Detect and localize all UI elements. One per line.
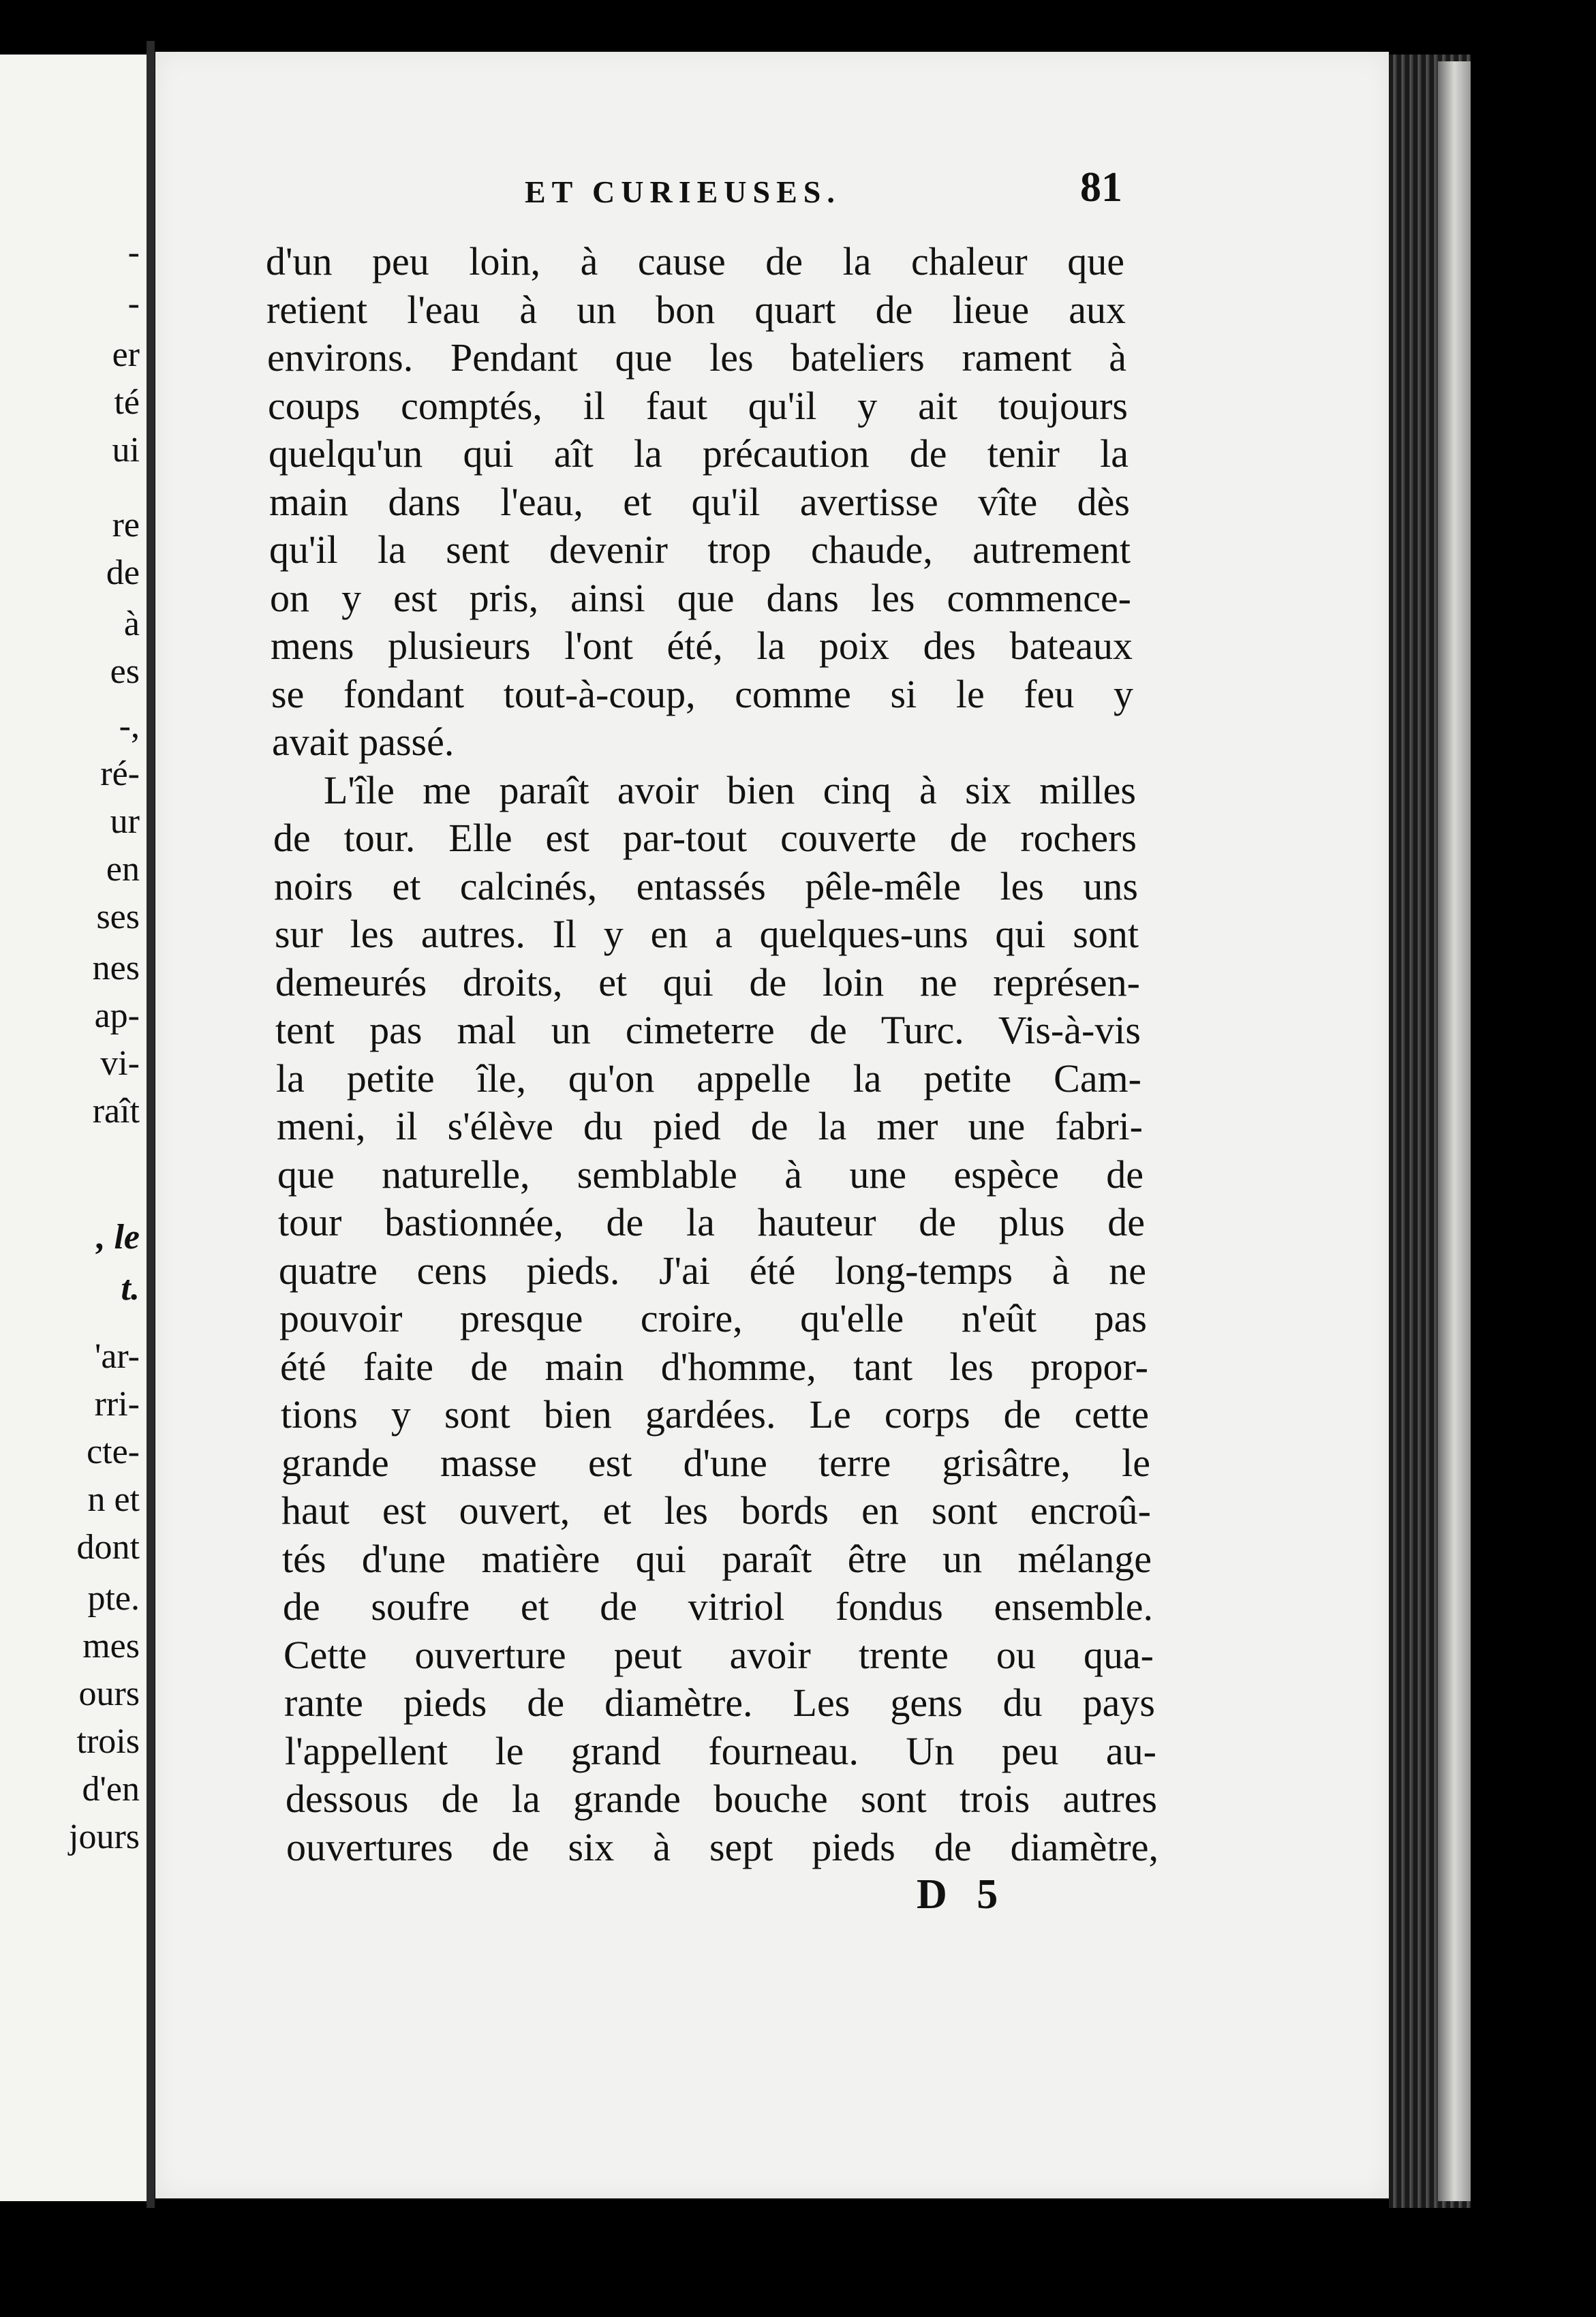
facing-page-fragment: -: [127, 233, 140, 272]
text-line: mens plusieurs l'ont été, la poix des bateaux: [271, 624, 1133, 668]
text-line: l'appellent le grand fourneau. Un peu au-: [285, 1729, 1156, 1773]
text-line: tent pas mal un cimeterre de Turc. Vis-à-vis: [275, 1008, 1141, 1052]
text-line: quelqu'un qui aît la précaution de tenir la: [268, 431, 1129, 476]
facing-page-fragment: rri-: [94, 1385, 140, 1424]
facing-page-fragment: cte-: [87, 1432, 140, 1471]
text-line: que naturelle, semblable à une espèce de: [277, 1152, 1144, 1197]
text-line: pouvoir presque croire, qu'elle n'eût pas: [279, 1296, 1147, 1340]
text-line: tour bastionnée, de la hauteur de plus de: [278, 1200, 1145, 1244]
facing-page-fragment: mes: [82, 1627, 140, 1666]
text-line: se fondant tout-à-coup, comme si le feu y: [271, 672, 1133, 716]
facing-page-fragment: es: [110, 652, 140, 691]
text-line: quatre cens pieds. J'ai été long-temps à ne: [279, 1248, 1146, 1293]
text-line: haut est ouvert, et les bords en sont encroû-: [281, 1488, 1151, 1533]
facing-page-fragment: dont: [76, 1528, 140, 1567]
facing-page-fragment: pte.: [87, 1579, 140, 1618]
text-line: sur les autres. Il y en a quelques-uns qui sont: [275, 912, 1139, 956]
text-line: L'île me paraît avoir bien cinq à six milles: [324, 768, 1136, 812]
facing-page-fragment: ours: [78, 1674, 140, 1713]
facing-page-fragment: 'ar-: [94, 1337, 140, 1376]
text-line: coups comptés, il faut qu'il y ait toujours: [268, 384, 1128, 428]
text-line: la petite île, qu'on appelle la petite Cam-: [276, 1056, 1141, 1101]
text-line: d'un peu loin, à cause de la chaleur que: [266, 239, 1124, 283]
text-line: qu'il la sent devenir trop chaude, autrement: [269, 527, 1131, 572]
facing-page-fragment: , le: [96, 1218, 140, 1257]
text-line: Cette ouverture peut avoir trente ou qua-: [283, 1633, 1154, 1677]
text-line: demeurés droits, et qui de loin ne représen-: [275, 960, 1140, 1004]
text-line: grande masse est d'une terre grisâtre, le: [281, 1441, 1150, 1485]
text-line: environs. Pendant que les bateliers rament à: [267, 335, 1126, 380]
facing-page-fragment: en: [106, 850, 140, 889]
facing-page-fragment: jours: [69, 1817, 140, 1856]
facing-page-fragment: trois: [76, 1722, 140, 1761]
text-line: main dans l'eau, et qu'il avertisse vîte dès: [269, 480, 1130, 524]
facing-page-fragment: re: [112, 506, 140, 544]
facing-page-fragment: ses: [96, 897, 140, 936]
text-line: ouvertures de six à sept pieds de diamètre,: [286, 1825, 1158, 1869]
facing-page-fragment: t.: [121, 1269, 140, 1308]
text-line: meni, il s'élève du pied de la mer une fabri-: [277, 1104, 1143, 1148]
text-line: retient l'eau à un bon quart de lieue aux: [266, 288, 1126, 332]
facing-page-fragment: à: [123, 604, 140, 643]
facing-page-fragment: ui: [112, 431, 140, 470]
facing-page-fragment: nes: [92, 949, 140, 987]
facing-page-fragment: -: [127, 284, 140, 323]
page-number: 81: [1080, 164, 1122, 211]
signature-mark: D 5: [917, 1871, 1008, 1918]
text-line: été faite de main d'homme, tant les propor-: [280, 1345, 1148, 1389]
facing-page-fragment: raît: [92, 1092, 140, 1131]
facing-page-fragment: n et: [87, 1480, 140, 1519]
facing-page-left: [0, 55, 147, 2201]
facing-page-fragment: er: [112, 335, 140, 374]
facing-page-fragment: ur: [110, 802, 140, 841]
text-line: de tour. Elle est par-tout couverte de rochers: [273, 816, 1137, 860]
text-line: de soufre et de vitriol fondus ensemble.: [283, 1584, 1153, 1629]
text-line: noirs et calcinés, entassés pêle-mêle les uns: [274, 864, 1138, 908]
text-line: dessous de la grande bouche sont trois autres: [286, 1777, 1157, 1821]
text-line: on y est pris, ainsi que dans les commence-: [270, 576, 1131, 620]
facing-page-fragment: vi-: [100, 1044, 140, 1083]
text-line: tés d'une matière qui paraît être un mélange: [282, 1537, 1152, 1581]
facing-page-fragment: -,: [119, 707, 140, 746]
facing-page-fragment: ap-: [94, 996, 140, 1035]
text-line: rante pieds de diamètre. Les gens du pays: [284, 1681, 1155, 1725]
text-line: avait passé.: [272, 720, 455, 764]
facing-page-fragment: d'en: [82, 1770, 140, 1809]
running-head: ET CURIEUSES.: [525, 174, 841, 209]
gutter-shadow: [147, 41, 155, 2208]
facing-page-fragment: ré-: [100, 754, 140, 793]
facing-page-fragment: de: [106, 553, 140, 592]
page-edges-highlight: [1438, 61, 1471, 2201]
facing-page-fragment: té: [114, 383, 140, 422]
text-line: tions y sont bien gardées. Le corps de cette: [281, 1392, 1149, 1437]
